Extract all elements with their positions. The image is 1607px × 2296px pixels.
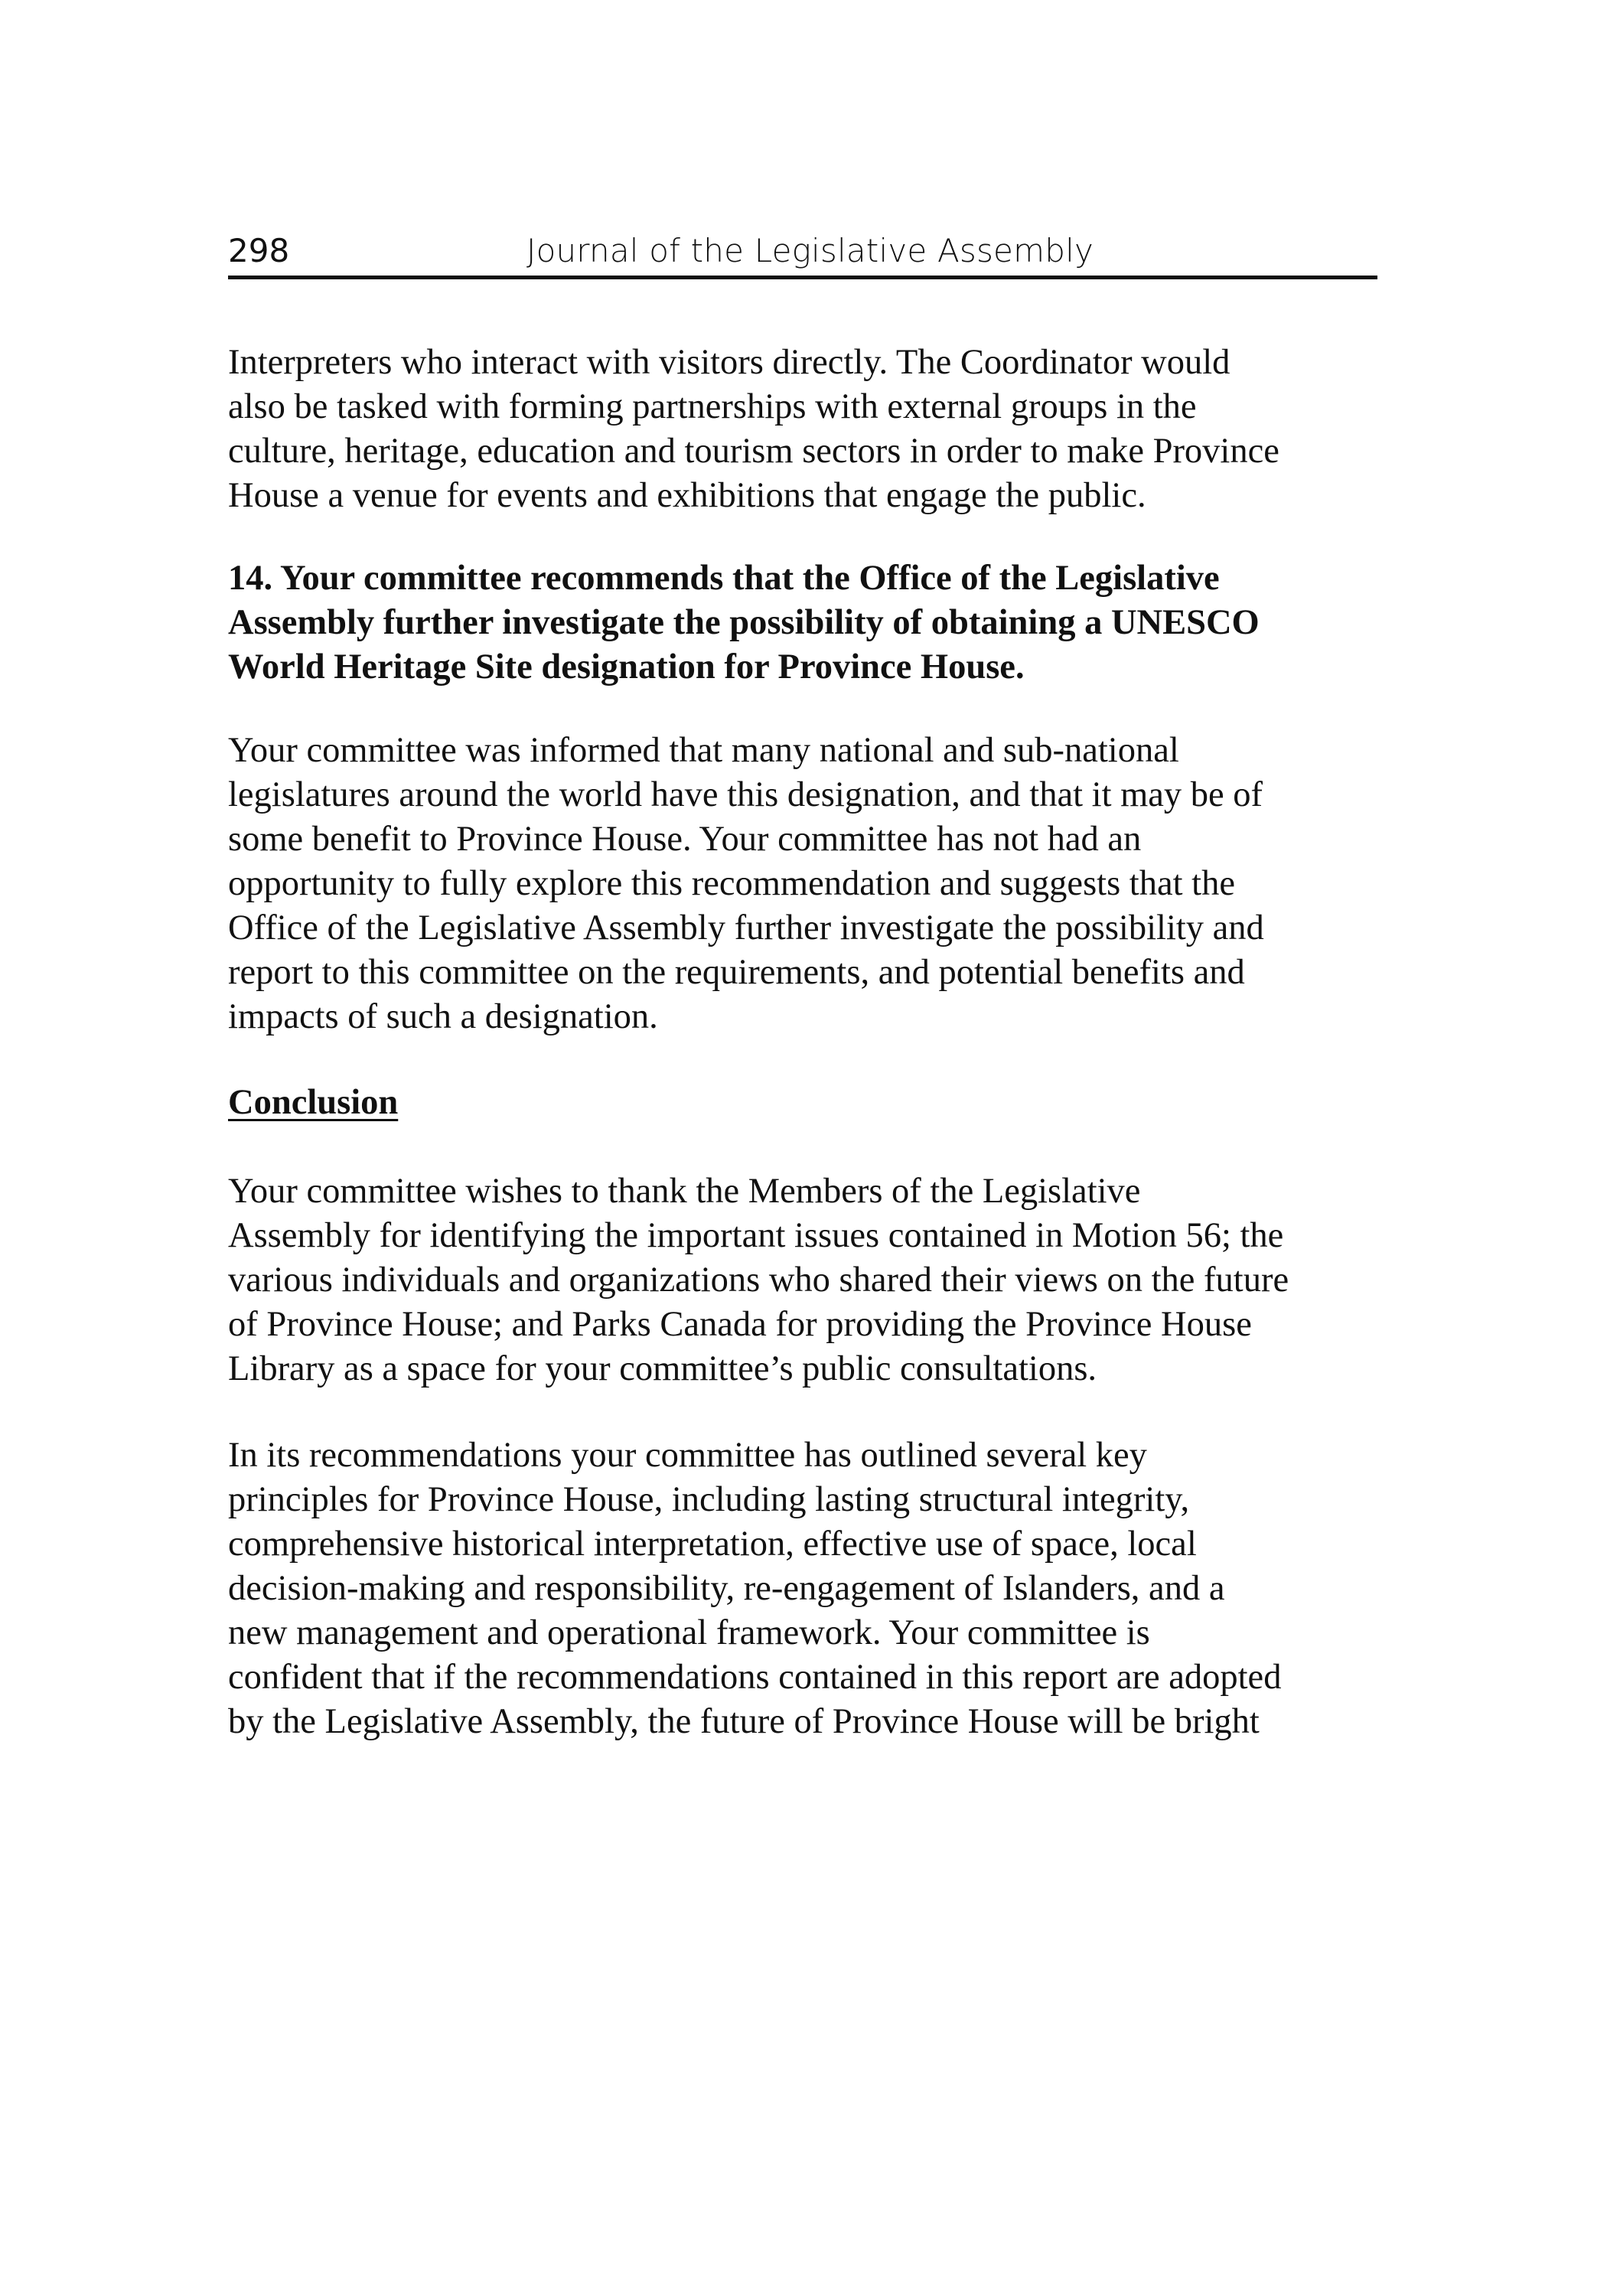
recommendation-line: World Heritage Site designation for Province House. [228, 647, 1025, 687]
paragraph-line: new management and operational framework. Your committee is [228, 1613, 1150, 1652]
conclusion-heading: Conclusion [228, 1083, 399, 1122]
paragraph-recommendation-principles [228, 1433, 1384, 1744]
paragraph-line: legislatures around the world have this designation, and that it may be of [228, 775, 1263, 814]
paragraph-line: In its recommendations your committee has outlined several key [228, 1436, 1147, 1475]
journal-title: Journal of the Legislative Assembly [526, 232, 1094, 269]
conclusion-heading-block [228, 1081, 1384, 1125]
recommendation-line: Assembly further investigate the possibility of obtaining a UNESCO [228, 603, 1260, 642]
paragraph-line: culture, heritage, education and tourism sectors in order to make Province [228, 432, 1279, 471]
paragraph-line: Interpreters who interact with visitors directly. The Coordinator would [228, 343, 1231, 382]
paragraph-line: also be tasked with forming partnerships with external groups in the [228, 387, 1197, 426]
running-header [228, 227, 1377, 279]
paragraph-line: various individuals and organizations who shared their views on the future [228, 1261, 1289, 1300]
paragraph-line: confident that if the recommendations contained in this report are adopted [228, 1658, 1282, 1697]
paragraph-line: Office of the Legislative Assembly further investigate the possibility and [228, 908, 1264, 947]
recommendation-14 [228, 556, 1384, 690]
paragraph-line: some benefit to Province House. Your committee has not had an [228, 820, 1142, 859]
paragraph-line: by the Legislative Assembly, the future of Province House will be bright [228, 1702, 1260, 1741]
paragraph-line: Library as a space for your committee’s public consultations. [228, 1349, 1097, 1388]
paragraph-line: Your committee was informed that many national and sub-national [228, 731, 1179, 770]
paragraph-line: principles for Province House, including lasting structural integrity, [228, 1480, 1190, 1519]
paragraph-line: decision-making and responsibility, re-engagement of Islanders, and a [228, 1569, 1225, 1608]
recommendation-line: 14. Your committee recommends that the Office of the Legislative [228, 559, 1220, 598]
paragraph-line: report to this committee on the requirements, and potential benefits and [228, 953, 1245, 992]
paragraph-interpreters-coordinator [228, 341, 1384, 518]
paragraph-line: impacts of such a designation. [228, 997, 658, 1036]
paragraph-line: Your committee wishes to thank the Members of the Legislative [228, 1172, 1141, 1211]
paragraph-unesco-explanation [228, 729, 1384, 1039]
page-number: 298 [228, 232, 290, 269]
paragraph-line: comprehensive historical interpretation, effective use of space, local [228, 1525, 1197, 1564]
paragraph-thanks [228, 1169, 1384, 1391]
paragraph-line: Assembly for identifying the important issues contained in Motion 56; the [228, 1216, 1284, 1255]
paragraph-line: opportunity to fully explore this recommendation and suggests that the [228, 864, 1235, 903]
paragraph-line: of Province House; and Parks Canada for providing the Province House [228, 1305, 1252, 1344]
paragraph-line: House a venue for events and exhibitions that engage the public. [228, 476, 1146, 515]
